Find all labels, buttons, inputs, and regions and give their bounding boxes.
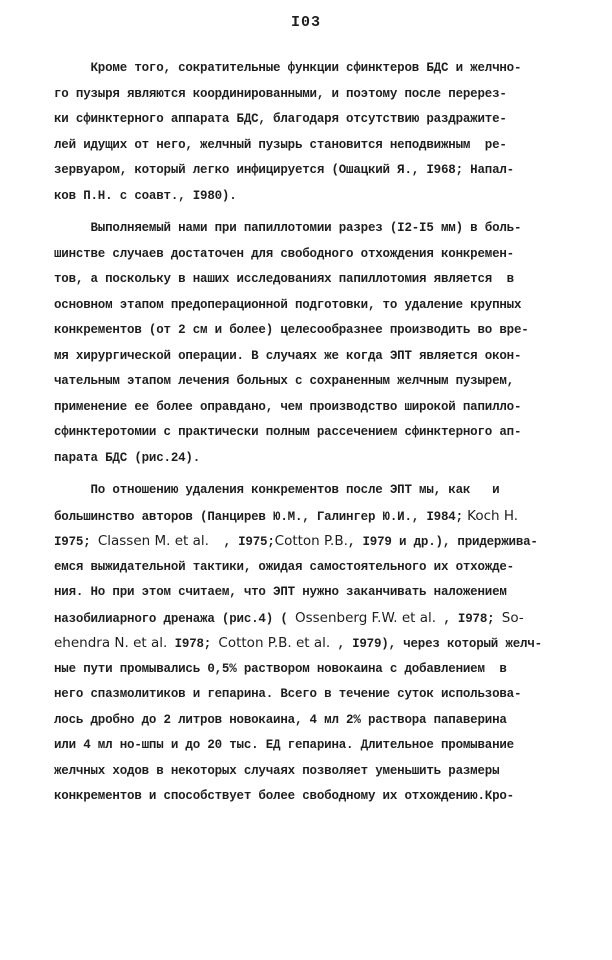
typed-text: конкрементов и способствует более свободному их отхождению.Кро- [54, 789, 514, 803]
body-text [54, 56, 586, 810]
typed-text: сфинктеротомии с практически полным рассечением сфинктерного ап- [54, 425, 522, 439]
typed-text: ные пути промывались 0,5% раствором новокаина с добавлением в [54, 661, 507, 676]
typed-text: лось дробно до 2 литров новокаина, 4 мл 2% раствора папаверина [54, 712, 507, 727]
handwritten-citation: Koch H. [462, 507, 519, 524]
paragraph-gap [54, 471, 586, 478]
handwritten-citation: Ossenberg F.W. et al. [294, 609, 437, 626]
typed-text: применение ее более оправдано, чем производство широкой папилло- [54, 399, 522, 414]
typed-text: лей идущих от него, желчный пузырь становится неподвижным ре- [54, 137, 507, 152]
typed-text: желчных ходов в некоторых случаях позволяет уменьшить размеры [54, 763, 500, 778]
typed-text: большинство авторов (Панцирев Ю.М., Галингер Ю.И., I984; [54, 509, 463, 524]
text-line [54, 267, 586, 293]
typed-text: ков П.Н. с соавт., I980). [54, 188, 237, 203]
paragraph [54, 56, 586, 209]
text-line [54, 293, 586, 319]
typed-text: емся выжидательной тактики, ожидая самостоятельного их отхожде- [54, 559, 514, 574]
paragraph [54, 216, 586, 471]
typed-text: шинстве случаев достаточен для свободного отхождения конкремен- [54, 246, 514, 261]
typed-text: ки сфинктерного аппарата БДС, благодаря отсутствию раздражите- [54, 112, 507, 126]
typed-text: , I978; [436, 611, 502, 626]
typed-text: тов, а поскольку в наших исследованиях папиллотомия является в [54, 272, 514, 286]
text-line [54, 606, 586, 632]
text-line [54, 784, 586, 810]
typed-text: назобилиарного дренажа (рис.4) ( [54, 611, 295, 626]
text-line [54, 420, 586, 446]
text-line [54, 555, 586, 581]
text-line [54, 682, 586, 708]
typed-text: , I975; [208, 535, 275, 549]
handwritten-citation: ehendra N. et al. [54, 635, 168, 651]
typed-text: го пузыря являются координированными, и поэтому после перерез- [54, 86, 507, 101]
text-line [54, 344, 586, 370]
text-line [54, 733, 586, 759]
text-line [54, 216, 586, 242]
text-line [54, 478, 586, 504]
text-line [54, 56, 586, 82]
typed-text: I975; [54, 535, 98, 549]
page-number: I03 [290, 14, 321, 31]
typed-text: мя хирургической операции. В случаях же когда ЭПТ является окон- [54, 348, 522, 363]
text-line [54, 318, 586, 344]
text-line [54, 529, 586, 555]
paragraph-gap [54, 209, 586, 216]
text-line [54, 107, 586, 133]
handwritten-citation: Cotton P.B. [274, 533, 348, 549]
text-line [54, 759, 586, 785]
typed-text: , I979 и др.), придержива- [347, 535, 538, 549]
handwritten-citation: Cotton P.B. et al. [218, 635, 331, 651]
paragraph [54, 478, 586, 810]
typed-text: зервуаром, который легко инфицируется (Ошацкий Я., I968; Напал- [54, 163, 514, 177]
text-line [54, 395, 586, 421]
text-line [54, 369, 586, 395]
text-line [54, 184, 586, 210]
text-line [54, 504, 586, 530]
handwritten-citation: Classen M. et al. [97, 533, 209, 549]
typed-text: конкрементов (от 2 см и более) целесообразнее производить во вре- [54, 323, 529, 337]
handwritten-citation: So- [501, 609, 524, 626]
typed-text: или 4 мл но-шпы и до 20 тыс. ЕД гепарина. Длительное промывание [54, 738, 514, 752]
text-line [54, 242, 586, 268]
typed-text: чательным этапом лечения больных с сохраненным желчным пузырем, [54, 374, 514, 388]
text-line [54, 580, 586, 606]
typed-text: основном этапом предоперационной подготовки, то удаление крупных [54, 297, 522, 312]
text-line [54, 133, 586, 159]
typed-text: ния. Но при этом считаем, что ЭПТ нужно заканчивать наложением [54, 585, 507, 599]
typed-text: Выполняемый нами при папиллотомии разрез (I2-I5 мм) в боль- [54, 221, 522, 235]
text-line [54, 446, 586, 472]
typed-text: I978; [167, 637, 219, 651]
typed-text: Кроме того, сократительные функции сфинктеров БДС и желчно- [54, 61, 522, 75]
typed-text: По отношению удаления конкрементов после ЭПТ мы, как и [54, 483, 500, 497]
typed-text: парата БДС (рис.24). [54, 450, 201, 465]
text-line [54, 82, 586, 108]
text-line [54, 708, 586, 734]
typed-text: него спазмолитиков и гепарина. Всего в течение суток использова- [54, 687, 522, 701]
text-line [54, 657, 586, 683]
text-line [54, 631, 586, 657]
text-line [54, 158, 586, 184]
typed-text: , I979), через который желч- [330, 637, 542, 651]
